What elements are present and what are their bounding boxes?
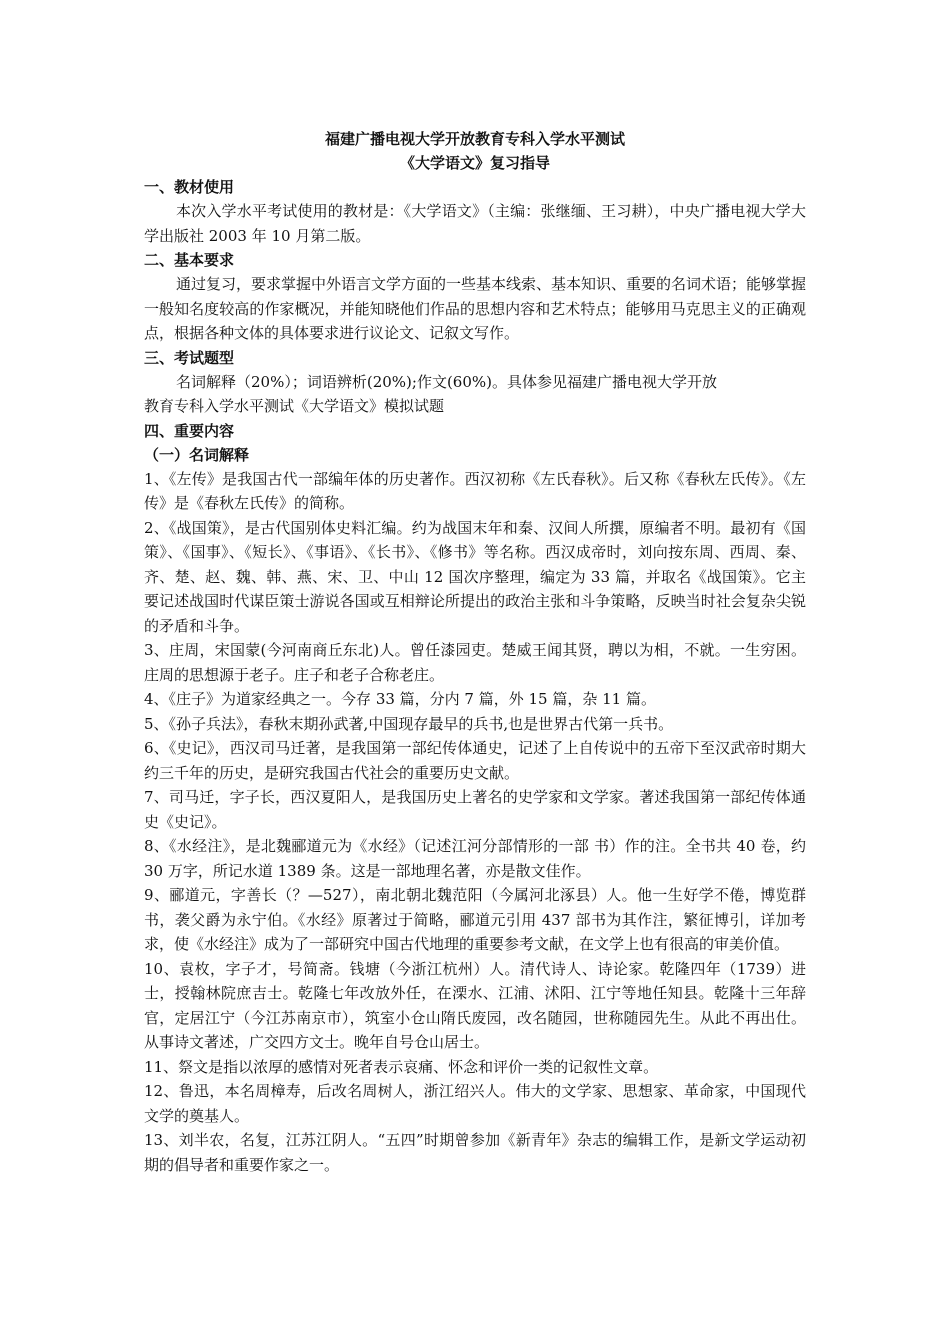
term-item: 2、《战国策》，是古代国别体史料汇编。约为战国末年和秦、汉间人所撰，原编者不明。最初有《国策》、《国事》、《短长》、《事语》、《长书》、《修书》等名称。西汉成帝时，刘向按东周、西周、秦、齐、楚、赵、魏、韩、燕、宋、卫、中山 12 国次序整理，编定为 33 篇，并取名《战国策》。它主要记述战国时代谋臣策士游说各国或互相辩论所提出的政治主张和斗争策略，反映当时社会复杂尖锐的矛盾和斗争。 — [144, 518, 806, 635]
section-text-question-types-line1: 名词解释（20%）；词语辨析(20%);作文(60%)。具体参见福建广播电视大学开放 — [176, 372, 717, 391]
term-item: 9、郦道元，字善长（？—527），南北朝北魏范阳（今属河北涿县）人。他一生好学不倦，博览群书，袭父爵为永宁伯。《水经》原著过于简略，郦道元引用 437 部书为其作注，繁征博引，详加考求，使《水经注》成为了一部研究中国古代地理的重要参考文献，在文学上也有很高的审美价值。 — [144, 886, 806, 953]
term-item: 4、《庄子》为道家经典之一。今存 33 篇，分内 7 篇，外 15 篇，杂 11 篇。 — [144, 690, 656, 708]
term-item: 11、祭文是指以浓厚的感情对死者表示哀痛、怀念和评价一类的记叙性文章。 — [144, 1057, 659, 1076]
term-item: 13、刘半农，名复，江苏江阴人。“五四”时期曾参加《新青年》杂志的编辑工作，是新文学运动初期的倡导者和重要作家之一。 — [144, 1131, 806, 1174]
section-text-requirements: 通过复习，要求掌握中外语言文学方面的一些基本线索、基本知识、重要的名词术语；能够掌握一般知名度较高的作家概况，并能知晓他们作品的思想内容和艺术特点；能够用马克思主义的正确观点，根据各种文体的具体要求进行议论文、记叙文写作。 — [144, 275, 807, 342]
document-title: 福建广播电视大学开放教育专科入学水平测试 — [324, 130, 625, 148]
term-item: 5、《孙子兵法》，春秋末期孙武著,中国现存最早的兵书,也是世界古代第一兵书。 — [144, 714, 674, 733]
section-text-textbook: 本次入学水平考试使用的教材是：《大学语文》（主编：张继缅、王习耕），中央广播电视大学大学出版社 2003 年 10 月第二版。 — [144, 202, 806, 245]
term-item: 1、《左传》是我国古代一部编年体的历史著作。西汉初称《左氏春秋》。后又称《春秋左氏传》。《左传》是《春秋左氏传》的简称。 — [144, 469, 806, 512]
subsection-heading-terms: （一）名词解释 — [144, 445, 250, 464]
section-heading-key-content: 四、重要内容 — [144, 421, 235, 440]
term-item: 8、《水经注》，是北魏郦道元为《水经》（记述江河分部情形的一部 书）作的注。全书共 40 卷，约 30 万字，所记水道 1389 条。这是一部地理名著，亦是散文佳作。 — [144, 837, 806, 880]
term-item: 12、鲁迅，本名周樟寿，后改名周树人，浙江绍兴人。伟大的文学家、思想家、革命家，中国现代文学的奠基人。 — [144, 1082, 806, 1125]
section-heading-question-types: 三、考试题型 — [144, 348, 235, 367]
section-heading-textbook: 一、教材使用 — [144, 178, 235, 196]
term-item: 7、司马迁，字子长，西汉夏阳人，是我国历史上著名的史学家和文学家。著述我国第一部纪传体通史《史记》。 — [144, 788, 806, 831]
section-text-question-types-line2: 教育专科入学水平测试《大学语文》模拟试题 — [144, 397, 445, 415]
term-item: 3、庄周，宋国蒙(今河南商丘东北)人。曾任漆园吏。楚威王闻其贤，聘以为相，不就。一生穷困。庄周的思想源于老子。庄子和老子合称老庄。 — [144, 641, 806, 684]
term-list — [144, 467, 806, 1178]
document-subtitle: 《大学语文》复习指导 — [399, 154, 550, 172]
section-heading-requirements: 二、基本要求 — [144, 251, 235, 269]
term-item: 6、《史记》，西汉司马迁著，是我国第一部纪传体通史，记述了上自传说中的五帝下至汉武帝时期大约三千年的历史，是研究我国古代社会的重要历史文献。 — [144, 739, 806, 782]
document-page — [144, 127, 806, 1177]
term-item: 10、袁枚，字子才，号简斋。钱塘（今浙江杭州）人。清代诗人、诗论家。乾隆四年（1739）进士，授翰林院庶吉士。乾隆七年改放外任，在溧水、江浦、沭阳、江宁等地任知县。乾隆十三年辞官，定居江宁（今江苏南京市），筑室小仓山隋氏废园，改名随园，世称随园先生。从此不再出仕。从事诗文著述，广交四方文士。晚年自号仓山居士。 — [144, 959, 806, 1051]
